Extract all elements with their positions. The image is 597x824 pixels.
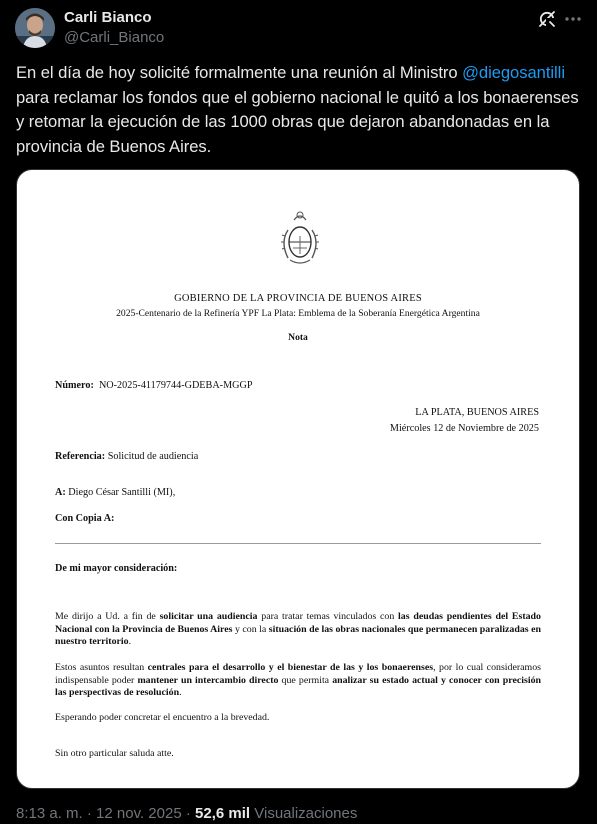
salutation: De mi mayor consideración: bbox=[55, 563, 178, 574]
attached-image[interactable] bbox=[16, 169, 580, 789]
author-display-name[interactable]: Carli Bianco bbox=[64, 9, 152, 26]
p2-bold: mantener un intercambio directo bbox=[137, 674, 279, 686]
coat-of-arms-seal bbox=[276, 208, 324, 272]
recipient-value: Diego César Santilli (MI), bbox=[68, 487, 176, 498]
p1-text: para tratar temas vinculados con bbox=[257, 611, 399, 622]
p1-text: . bbox=[128, 636, 132, 648]
author-handle[interactable]: @Carli_Bianco bbox=[64, 29, 165, 46]
author-info bbox=[64, 9, 164, 48]
date: Miércoles 12 de Noviembre de 2025 bbox=[389, 423, 539, 434]
referencia-line bbox=[55, 451, 198, 462]
tweet-time[interactable]: 8:13 a. m. bbox=[16, 805, 83, 822]
more-options-icon[interactable] bbox=[563, 9, 583, 29]
paragraph-1 bbox=[55, 611, 541, 649]
p1-bold: las deudas pendientes del Estado Nacional con la Provincia de Buenos Aires bbox=[55, 611, 541, 635]
views-label[interactable]: Visualizaciones bbox=[254, 805, 358, 822]
tweet-header bbox=[14, 6, 583, 50]
p2-bold: analizar su estado actual y conocer con precisión las perspectivas de resolución bbox=[55, 674, 542, 699]
numero-line bbox=[55, 380, 253, 391]
p2-text: . bbox=[179, 687, 182, 699]
p1-text: y con la bbox=[232, 623, 269, 635]
gov-title: GOBIERNO DE LA PROVINCIA DE BUENOS AIRES bbox=[174, 293, 422, 304]
paragraph-3: Esperando poder concretar el encuentro a la brevedad. bbox=[55, 712, 270, 723]
avatar-image bbox=[15, 8, 55, 48]
numero-value: NO-2025-41179744-GDEBA-MGGP bbox=[98, 380, 253, 391]
p2-bold: centrales para el desarrollo y el bienestar de las y los bonaerenses bbox=[147, 662, 434, 673]
closing: Sin otro particular saluda atte. bbox=[55, 748, 174, 759]
recipient-label: A: bbox=[55, 487, 66, 498]
document-scan bbox=[17, 170, 579, 788]
tweet-text-part: para reclamar los fondos que el gobierno nacional le quitó a los bonaerenses y retomar la ejecución de las 1000 obras que dejaron abandonadas en la provincia de Buenos Aires. bbox=[16, 87, 579, 156]
meta-separator: · bbox=[82, 805, 97, 822]
referencia-value: Solicitud de audiencia bbox=[107, 451, 199, 462]
place: LA PLATA, BUENOS AIRES bbox=[415, 407, 539, 418]
paragraph-2 bbox=[55, 662, 541, 700]
p2-text: Estos asuntos resultan bbox=[55, 662, 148, 673]
tweet-text-part: En el día de hoy solicité formalmente una reunión al Ministro bbox=[16, 63, 463, 82]
p2-text: que permita bbox=[278, 674, 333, 686]
divider bbox=[55, 543, 541, 544]
mention-link[interactable]: @diegosantilli bbox=[462, 63, 565, 82]
meta-separator: · bbox=[181, 805, 196, 822]
copia-label: Con Copia A: bbox=[55, 513, 115, 524]
tweet-date[interactable]: 12 nov. 2025 bbox=[96, 805, 182, 822]
numero-label: Número: bbox=[55, 380, 94, 391]
tweet-meta bbox=[16, 805, 357, 822]
doc-type: Nota bbox=[288, 332, 308, 343]
views-count: 52,6 mil bbox=[195, 805, 251, 822]
avatar[interactable] bbox=[15, 8, 55, 48]
grok-icon[interactable] bbox=[537, 9, 557, 29]
tweet-text bbox=[16, 61, 584, 159]
recipient-line bbox=[55, 487, 175, 498]
p1-bold: situación de las obras nacionales que permanecen paralizadas en nuestro territorio bbox=[55, 623, 541, 648]
referencia-label: Referencia: bbox=[55, 451, 106, 462]
gov-subtitle: 2025-Centenario de la Refinería YPF La Plata: Emblema de la Soberanía Energética Argentina bbox=[116, 308, 480, 319]
p2-text: , por lo cual consideramos indispensable poder bbox=[55, 662, 541, 686]
p1-text: Me dirijo a Ud. a fin de bbox=[55, 611, 160, 622]
p1-bold: solicitar una audiencia bbox=[159, 611, 258, 622]
